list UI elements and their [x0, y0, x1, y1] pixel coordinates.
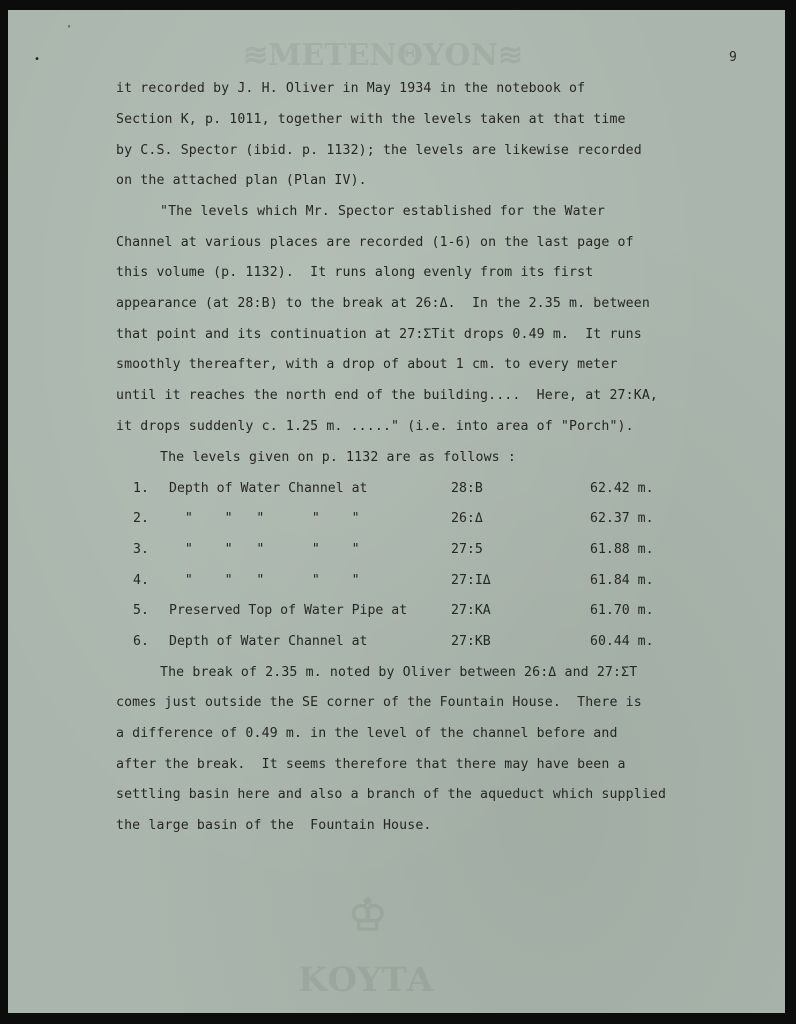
- text-line: The levels given on p. 1132 are as follows :: [160, 450, 516, 465]
- row-description: " " " " ": [169, 573, 360, 588]
- row-location: 27:KA: [451, 603, 491, 618]
- row-number: 6.: [133, 634, 149, 649]
- text-line: The break of 2.35 m. noted by Oliver between 26:Δ and 27:ΣT: [160, 665, 638, 680]
- row-description: Preserved Top of Water Pipe at: [169, 603, 408, 618]
- typed-page: [8, 10, 785, 1013]
- text-line: appearance (at 28:B) to the break at 26:Δ. In the 2.35 m. between: [116, 296, 650, 311]
- text-line: settling basin here and also a branch of the aqueduct which supplied: [116, 787, 667, 802]
- row-value: 61.84 m.: [590, 573, 654, 588]
- row-location: 26:Δ: [451, 511, 483, 526]
- row-number: 1.: [133, 481, 149, 496]
- row-number: 4.: [133, 573, 149, 588]
- watermark-seal-top: ≋ΜΕΤΕΝΘΥΟΝ≋: [243, 38, 524, 73]
- text-line: comes just outside the SE corner of the Fountain House. There is: [116, 695, 642, 710]
- row-value: 60.44 m.: [590, 634, 654, 649]
- row-location: 27:IΔ: [451, 573, 491, 588]
- watermark-seal-bottom: ΚΟΥΤΑ: [298, 960, 434, 1000]
- text-line: after the break. It seems therefore that there may have been a: [116, 757, 626, 772]
- row-location: 27:KB: [451, 634, 491, 649]
- text-line: it recorded by J. H. Oliver in May 1934 in the notebook of: [116, 81, 586, 96]
- row-number: 2.: [133, 511, 149, 526]
- row-value: 61.70 m.: [590, 603, 654, 618]
- text-line: smoothly thereafter, with a drop of about 1 cm. to every meter: [116, 357, 618, 372]
- row-location: 28:B: [451, 481, 483, 496]
- speck: •: [34, 54, 41, 65]
- text-line: that point and its continuation at 27:ΣTit drops 0.49 m. It runs: [116, 327, 642, 342]
- row-value: 61.88 m.: [590, 542, 654, 557]
- text-line: "The levels which Mr. Spector established for the Water: [160, 204, 605, 219]
- text-line: on the attached plan (Plan IV).: [116, 173, 367, 188]
- row-number: 5.: [133, 603, 149, 618]
- row-description: Depth of Water Channel at: [169, 481, 368, 496]
- watermark-crown: ♔: [348, 890, 388, 941]
- row-description: Depth of Water Channel at: [169, 634, 368, 649]
- text-line: a difference of 0.49 m. in the level of the channel before and: [116, 726, 618, 741]
- text-line: Section K, p. 1011, together with the levels taken at that time: [116, 112, 626, 127]
- text-line: by C.S. Spector (ibid. p. 1132); the levels are likewise recorded: [116, 143, 642, 158]
- row-value: 62.37 m.: [590, 511, 654, 526]
- row-location: 27:5: [451, 542, 483, 557]
- row-value: 62.42 m.: [590, 481, 654, 496]
- row-number: 3.: [133, 542, 149, 557]
- text-line: until it reaches the north end of the building.... Here, at 27:KA,: [116, 388, 658, 403]
- row-description: " " " " ": [169, 511, 360, 526]
- page-number: 9: [729, 50, 737, 65]
- text-line: Channel at various places are recorded (1-6) on the last page of: [116, 235, 634, 250]
- speck: ': [66, 24, 73, 35]
- text-line: it drops suddenly c. 1.25 m. ....." (i.e. into area of "Porch").: [116, 419, 634, 434]
- row-description: " " " " ": [169, 542, 360, 557]
- text-line: this volume (p. 1132). It runs along evenly from its first: [116, 265, 594, 280]
- text-line: the large basin of the Fountain House.: [116, 818, 432, 833]
